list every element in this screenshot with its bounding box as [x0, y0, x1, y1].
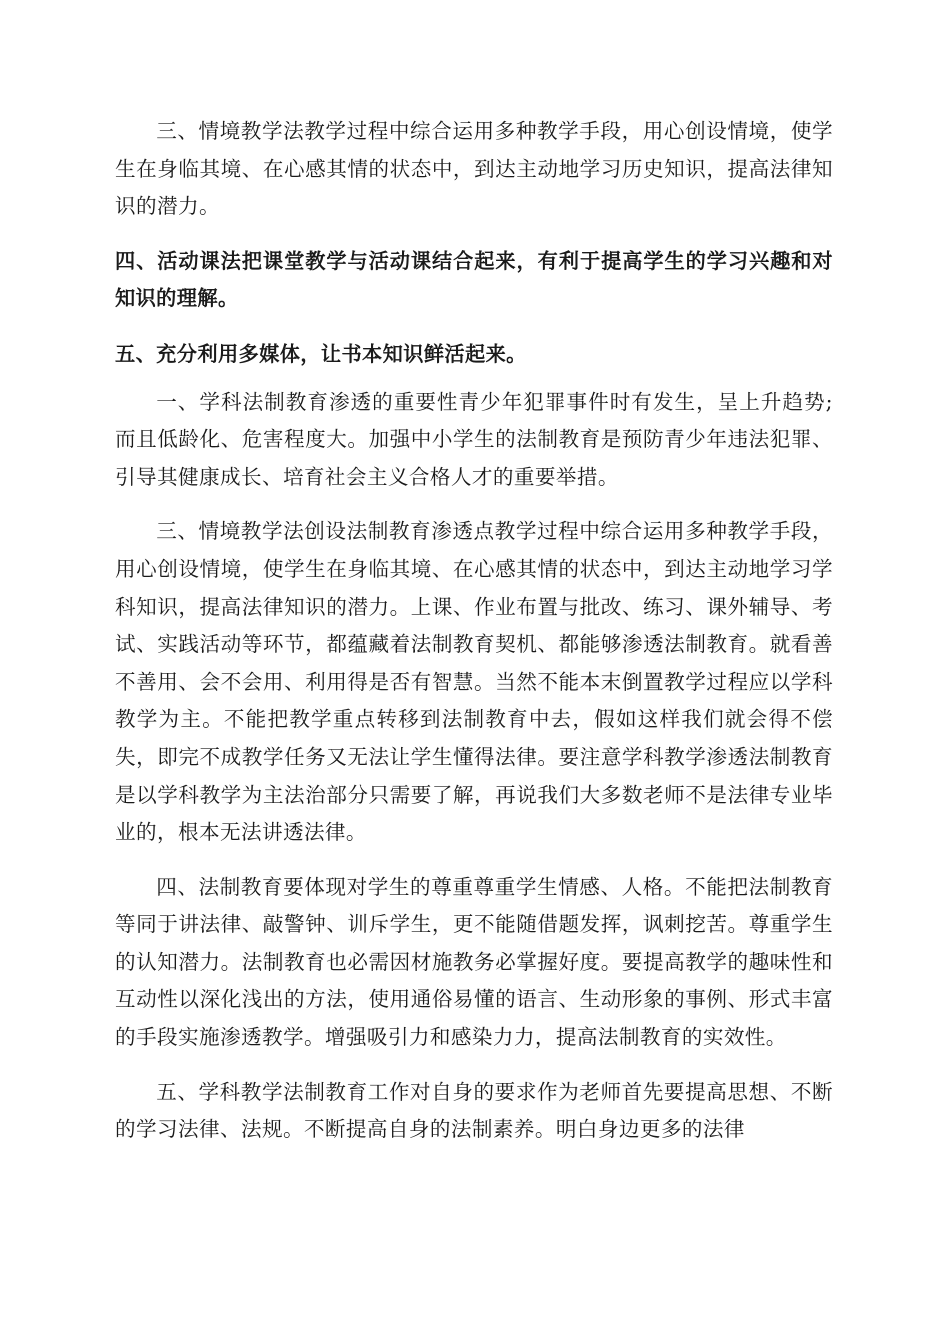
heading-multimedia: 五、充分利用多媒体，让书本知识鲜活起来。: [115, 341, 527, 366]
paragraph-respect-students: 四、法制教育要体现对学生的尊重尊重学生情感、人格。不能把法制教育等同于讲法律、敲警钟、训斥学生，更不能随借题发挥，讽刺挖苦。尊重学生的认知潜力。法制教育也必需因材施教务必掌握好度。要提高教学的趣味性和互动性以深化浅出的方法，使用通俗易懂的语言、生动形象的事例、形式丰富的手段实施渗透教学。增强吸引力和感染力力，提高法制教育的实效性。: [115, 874, 833, 1050]
document-body: [115, 113, 833, 1166]
paragraph-situational-teaching: 三、情境教学法教学过程中综合运用多种教学手段，用心创设情境，使学生在身临其境、在心感其情的状态中，到达主动地学习历史知识，提高法律知识的潜力。: [115, 119, 833, 219]
heading-activity-class-method: 四、活动课法把课堂教学与活动课结合起来，有利于提高学生的学习兴趣和对知识的理解。: [115, 248, 833, 311]
paragraph-teacher-requirements: 五、学科教学法制教育工作对自身的要求作为老师首先要提高思想、不断的学习法律、法规。不断提高自身的法制素养。明白身边更多的法律: [115, 1079, 833, 1142]
paragraph-importance-of-legal-education: 一、学科法制教育渗透的重要性青少年犯罪事件时有发生，呈上升趋势;而且低龄化、危害程度大。加强中小学生的法制教育是预防青少年违法犯罪、引导其健康成长、培育社会主义合格人才的重要举措。: [115, 389, 833, 489]
paragraph-situational-legal-education: 三、情境教学法创设法制教育渗透点教学过程中综合运用多种教学手段，用心创设情境，使学生在身临其境、在心感其情的状态中，到达主动地学习学科知识，提高法律知识的潜力。上课、作业布置与批改、练习、课外辅导、考试、实践活动等环节，都蕴藏着法制教育契机、都能够渗透法制教育。就看善不善用、会不会用、利用得是否有智慧。当然不能本末倒置教学过程应以学科教学为主。不能把教学重点转移到法制教育中去，假如这样我们就会得不偿失，即完不成教学任务又无法让学生懂得法律。要注意学科教学渗透法制教育是以学科教学为主法治部分只需要了解，再说我们大多数老师不是法律专业毕业的，根本无法讲透法律。: [115, 519, 833, 845]
